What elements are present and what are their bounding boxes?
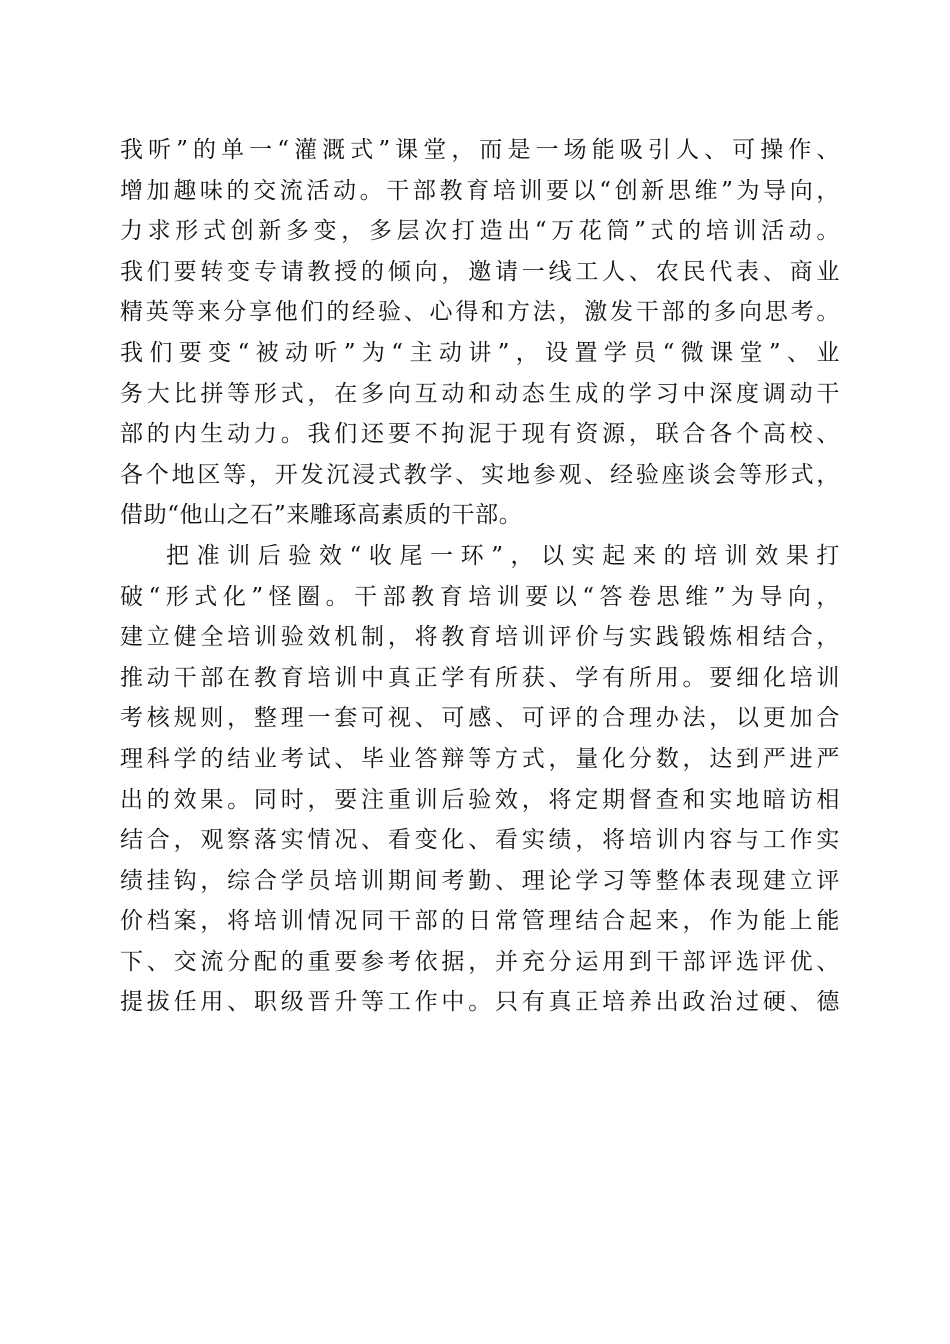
text-line: 力求形式创新多变，多层次打造出“万花筒”式的培训活动。 — [120, 218, 840, 245]
text-line: 考核规则，整理一套可视、可感、可评的合理办法，以更加合 — [120, 705, 840, 732]
text-line: 我们要转变专请教授的倾向，邀请一线工人、农民代表、商业 — [120, 258, 840, 285]
text-line: 下、交流分配的重要参考依据，并充分运用到干部评选评优、 — [120, 948, 840, 975]
text-line: 理科学的结业考试、毕业答辩等方式，量化分数，达到严进严 — [120, 745, 840, 772]
text-line: 建立健全培训验效机制，将教育培训评价与实践锻炼相结合， — [120, 624, 840, 651]
text-line: 借助“他山之石”来雕琢高素质的干部。 — [120, 502, 523, 529]
text-line: 我们要变“被动听”为“主动讲”，设置学员“微课堂”、业 — [120, 339, 840, 366]
text-line: 绩挂钩，综合学员培训期间考勤、理论学习等整体表现建立评 — [120, 867, 840, 894]
text-line: 部的内生动力。我们还要不拘泥于现有资源，联合各个高校、 — [120, 421, 840, 448]
text-line: 务大比拼等形式，在多向互动和动态生成的学习中深度调动干 — [120, 380, 840, 407]
text-line: 出的效果。同时，要注重训后验效，将定期督查和实地暗访相 — [120, 786, 840, 813]
text-line: 增加趣味的交流活动。干部教育培训要以“创新思维”为导向， — [120, 177, 840, 204]
text-line: 精英等来分享他们的经验、心得和方法，激发干部的多向思考。 — [120, 299, 840, 326]
text-line: 各个地区等，开发沉浸式教学、实地参观、经验座谈会等形式， — [120, 461, 840, 488]
text-line: 我听”的单一“灌溉式”课堂，而是一场能吸引人、可操作、 — [120, 137, 840, 163]
text-line: 价档案，将培训情况同干部的日常管理结合起来，作为能上能 — [120, 908, 840, 935]
text-line: 提拔任用、职级晋升等工作中。只有真正培养出政治过硬、德 — [120, 989, 840, 1016]
text-line: 推动干部在教育培训中真正学有所获、学有所用。要细化培训 — [120, 664, 840, 691]
body-text — [120, 130, 840, 1023]
text-line: 结合，观察落实情况、看变化、看实绩，将培训内容与工作实 — [120, 827, 840, 854]
text-line: 破“形式化”怪圈。干部教育培训要以“答卷思维”为导向， — [120, 583, 840, 610]
text-line: 把准训后验效“收尾一环”，以实起来的培训效果打 — [166, 542, 840, 569]
